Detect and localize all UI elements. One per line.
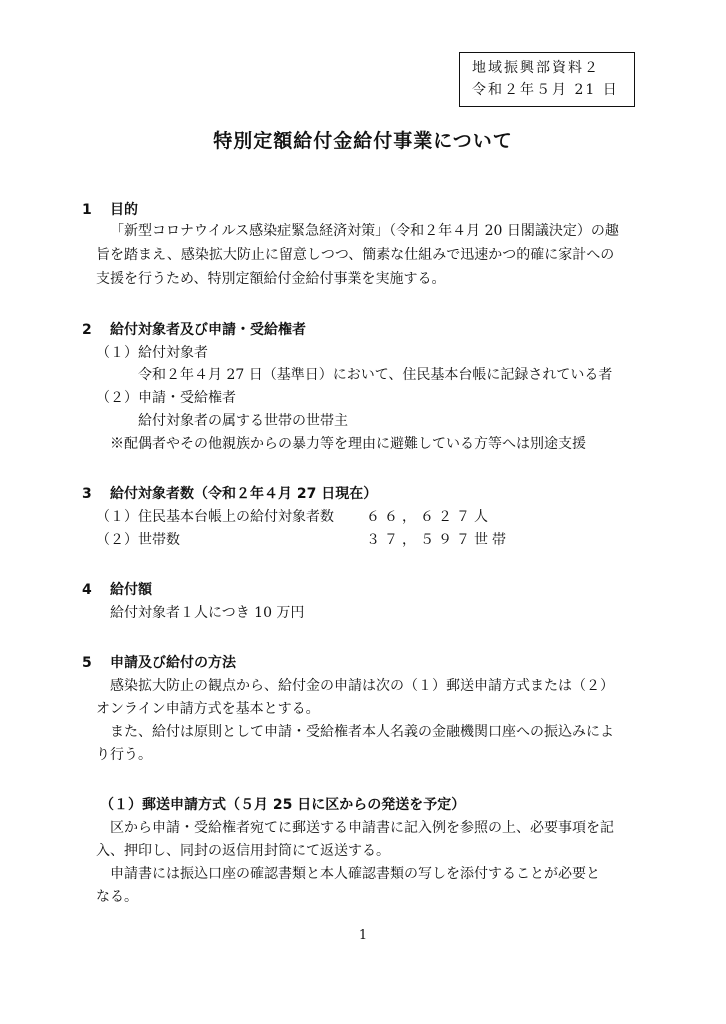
- section5-number: 5: [82, 655, 92, 671]
- section5-sub1-line: 区から申請・受給権者宛てに郵送する申請書に記入例を参照の上、必要事項を記: [110, 820, 614, 836]
- section1-line: 支援を行うため、特別定額給付金給付事業を実施する。: [96, 271, 446, 287]
- section5-line: り行う。: [96, 747, 152, 763]
- section1-line: 旨を踏まえ、感染拡大防止に留意しつつ、簡素な仕組みで迅速かつ的確に家計への: [96, 247, 615, 263]
- section1-line: 「新型コロナウイルス感染症緊急経済対策」（令和２年４月 20 日閣議決定）の趣: [110, 223, 619, 239]
- section3-row2-value: ３７，５９７世帯: [366, 532, 510, 548]
- section4-text: 給付対象者１人につき 10 万円: [110, 605, 305, 621]
- section3-row1-label: （１）住民基本台帳上の給付対象者数: [96, 509, 334, 525]
- section2-sub2-label: （２）申請・受給権者: [96, 390, 236, 406]
- document-date: 令和２年５月 21 日: [472, 82, 619, 98]
- section5-line: 感染拡大防止の観点から、給付金の申請は次の（１）郵送申請方式または（２）: [110, 678, 614, 694]
- section1-heading: 目的: [110, 202, 138, 218]
- section2-note: ※配偶者やその他親族からの暴力等を理由に避難している方等へは別途支援: [110, 436, 586, 452]
- section5-line: オンライン申請方式を基本とする。: [96, 701, 320, 717]
- section2-sub1-label: （１）給付対象者: [96, 345, 208, 361]
- section3-row2-label: （２）世帯数: [96, 532, 180, 548]
- section5-sub1-line: 申請書には振込口座の確認書類と本人確認書類の写しを添付することが必要と: [110, 866, 600, 882]
- section3-row1-value: ６６，６２７人: [366, 509, 492, 525]
- section4-number: 4: [82, 582, 92, 598]
- section2-sub1-text: 令和２年４月 27 日（基準日）において、住民基本台帳に記録されている者: [138, 367, 613, 383]
- section5-heading: 申請及び給付の方法: [110, 655, 236, 671]
- section5-sub1-line: 入、押印し、同封の返信用封筒にて返送する。: [96, 843, 390, 859]
- page-number: 1: [358, 928, 368, 943]
- section4-heading: 給付額: [110, 582, 152, 598]
- document-reference-box: [459, 52, 635, 107]
- section2-sub2-text: 給付対象者の属する世帯の世帯主: [138, 413, 348, 429]
- section2-heading: 給付対象者及び申請・受給権者: [110, 322, 306, 338]
- page-title: 特別定額給付金給付事業について: [213, 130, 513, 152]
- section2-number: 2: [82, 322, 92, 338]
- section3-heading: 給付対象者数（令和２年４月 27 日現在）: [110, 486, 378, 502]
- section5-sub1-line: なる。: [96, 889, 138, 905]
- section3-number: 3: [82, 486, 92, 502]
- section1-number: 1: [82, 202, 92, 218]
- section5-line: また、給付は原則として申請・受給権者本人名義の金融機関口座への振込みによ: [110, 724, 614, 740]
- section5-sub1-heading: （１）郵送申請方式（５月 25 日に区からの発送を予定）: [100, 797, 466, 813]
- document-reference: 地域振興部資料２: [472, 60, 600, 76]
